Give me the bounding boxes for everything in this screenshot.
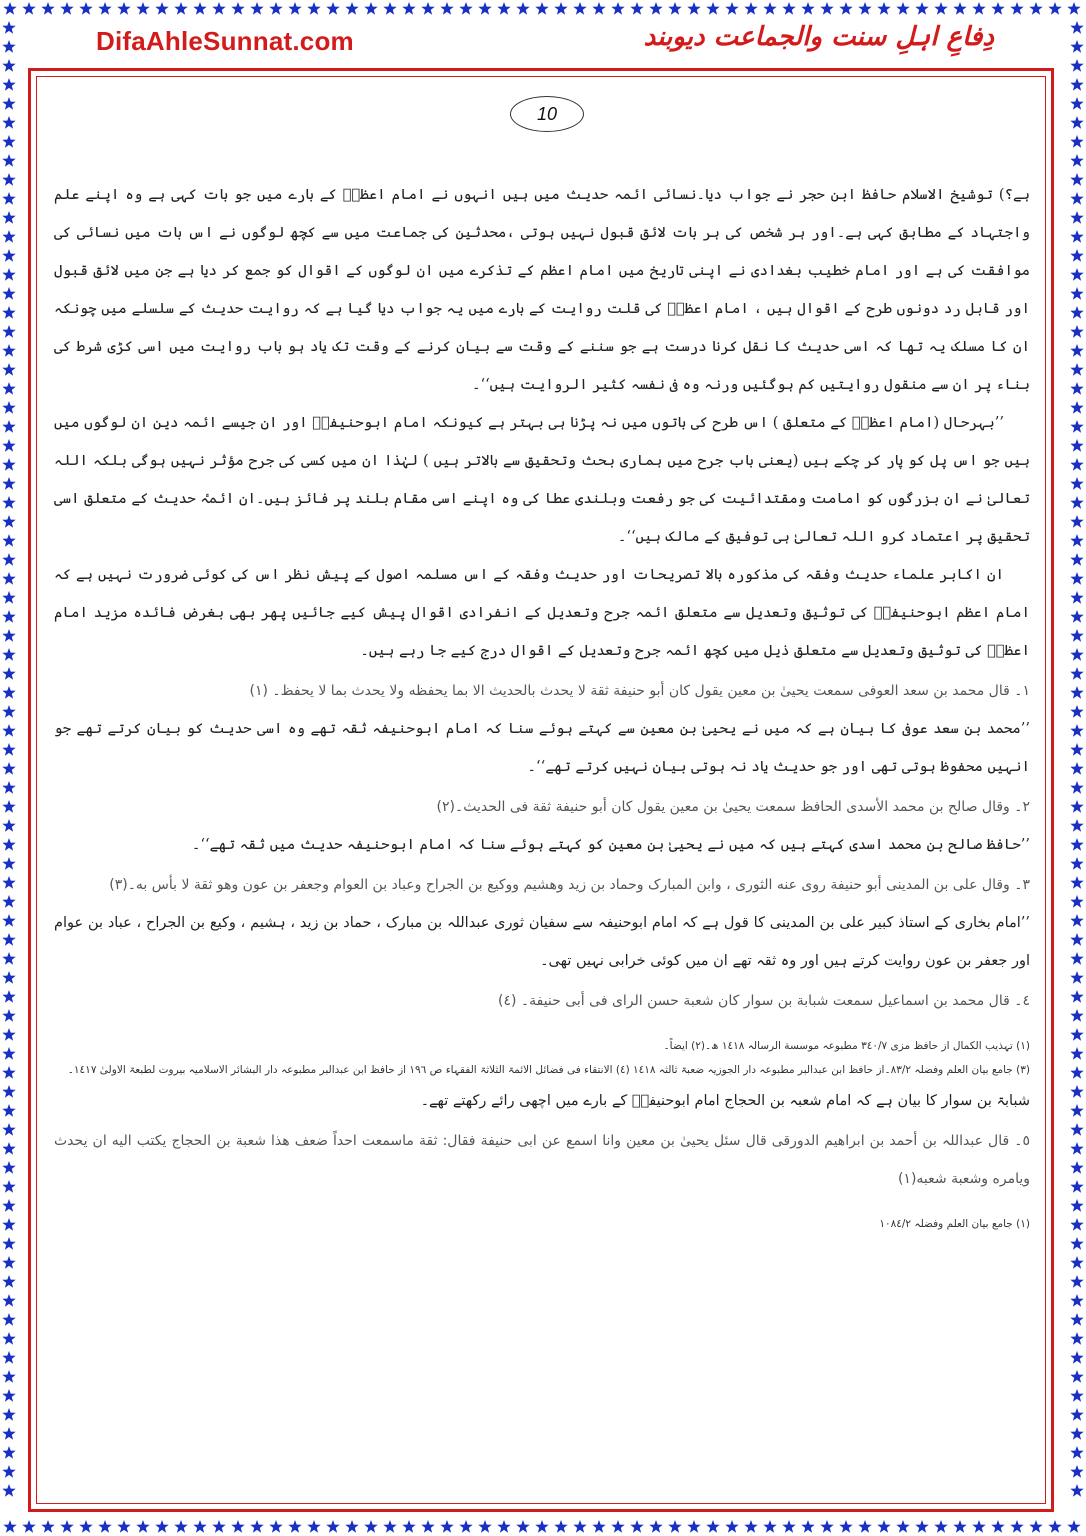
border-star-icon [953, 2, 966, 15]
border-star-icon [2, 781, 15, 794]
border-star-icon [915, 2, 928, 15]
border-star-icon [193, 2, 206, 15]
border-star-icon [2, 1047, 15, 1060]
border-star-icon [2, 534, 15, 547]
border-star-icon [2, 1218, 15, 1231]
border-star-icon [1070, 534, 1083, 547]
border-star-icon [307, 2, 320, 15]
border-star-icon [117, 1520, 130, 1533]
border-star-icon [478, 1520, 491, 1533]
border-star-icon [991, 1520, 1004, 1533]
border-star-icon [1070, 21, 1083, 34]
border-star-icon [1070, 59, 1083, 72]
border-star-icon [725, 2, 738, 15]
border-star-icon [1070, 363, 1083, 376]
border-star-icon [2, 1199, 15, 1212]
border-star-icon [497, 1520, 510, 1533]
border-star-icon [1070, 762, 1083, 775]
border-star-icon [1070, 1484, 1083, 1497]
quote-4-urdu: شبابۃ بن سوار کا بیان ہے کہ امام شعبہ بن الحجاج امام ابوحنیفہؒ کے بارے میں اچھی رائے رکھتے تھے۔ [420, 1093, 1030, 1109]
border-star-icon [1067, 1520, 1080, 1533]
border-star-icon [1070, 724, 1083, 737]
border-star-icon [1070, 97, 1083, 110]
border-star-icon [1070, 1199, 1083, 1212]
border-star-icon [2, 1123, 15, 1136]
border-star-icon [1070, 1275, 1083, 1288]
border-star-icon [1070, 1123, 1083, 1136]
border-star-icon [763, 1520, 776, 1533]
border-star-icon [1070, 1047, 1083, 1060]
border-star-icon [2, 800, 15, 813]
border-star-icon [934, 2, 947, 15]
border-star-icon [2, 1237, 15, 1250]
border-star-icon [2, 1408, 15, 1421]
border-star-icon [1070, 610, 1083, 623]
quote-3-urdu: ’’امام بخاری کے استاذ کبیر علی بن المدینی کا قول ہے کہ امام ابوحنیفہ سے سفیان ثوری عبداللہ بن مبارک ، حماد بن زید ، ہشیم ، وکیع بن الجراح ، عباد بن عوام اور جعفر بن عون روایت کرتے ہیں اور وہ ثقہ تھے ان میں کوئی خرابی نہیں تھی۔ [54, 915, 1030, 969]
border-star-icon [1070, 914, 1083, 927]
border-star-icon [41, 2, 54, 15]
footnote-1: (١) تہذیب الکمال از حافظ مزی ٣٤٠/٧ مطبوعہ موسسة الرسالہ ١٤١٨ ھ۔(٢) ایضاً۔ [663, 1040, 1030, 1052]
border-star-icon [972, 1520, 985, 1533]
border-star-icon [972, 2, 985, 15]
border-star-icon [934, 1520, 947, 1533]
border-star-icon [1010, 1520, 1023, 1533]
footnote-2: (٣) جامع بیان العلم وفضلہ ٨٣/٢۔از حافظ ابن عبدالبر مطبوعہ دار الجوزیہ ضعبۃ ثالثہ ١٤١٨ (٤) الانتقاء فی فضائل الائمۃ الثلاثۃ الفقہاء ص ١٩٦ از حافظ ابن عبدالبر مطبوعہ دار البشائر الاسلامیہ بیروت لطبعۃ الاولیٰ ١٤١٧۔ [67, 1064, 1030, 1076]
border-star-icon [1070, 629, 1083, 642]
border-star-icon [3, 2, 16, 15]
border-star-icon [288, 1520, 301, 1533]
border-star-icon [326, 2, 339, 15]
border-star-icon [478, 2, 491, 15]
border-star-icon [915, 1520, 928, 1533]
border-star-icon [649, 1520, 662, 1533]
border-star-icon [326, 1520, 339, 1533]
border-star-icon [820, 1520, 833, 1533]
border-star-icon [174, 1520, 187, 1533]
border-star-icon [2, 1484, 15, 1497]
border-star-icon [440, 1520, 453, 1533]
border-star-icon [117, 2, 130, 15]
border-star-icon [60, 1520, 73, 1533]
border-star-icon [611, 2, 624, 15]
border-star-icon [1070, 971, 1083, 984]
border-star-icon [2, 401, 15, 414]
border-star-icon [2, 1427, 15, 1440]
border-star-icon [2, 591, 15, 604]
border-star-icon [1070, 344, 1083, 357]
border-star-icon [231, 1520, 244, 1533]
border-star-icon [1070, 173, 1083, 186]
border-star-icon [1070, 1009, 1083, 1022]
border-star-icon [687, 2, 700, 15]
border-star-icon [1070, 211, 1083, 224]
border-star-icon [801, 2, 814, 15]
border-star-icon [2, 724, 15, 737]
border-star-icon [744, 1520, 757, 1533]
border-star-icon [991, 2, 1004, 15]
border-star-icon [2, 420, 15, 433]
border-star-icon [1070, 1465, 1083, 1478]
border-star-icon [1070, 1408, 1083, 1421]
border-star-icon [2, 1389, 15, 1402]
border-star-icon [782, 1520, 795, 1533]
quote-5-arabic: ٥۔ قال عبداللہ بن أحمد بن ابراهیم الدورقی قال سئل یحییٰ بن معین وانا اسمع عن ابی حنیفة فقال: ثقة ماسمعت احداً ضعف هذا شعبة بن الحجاج یکتب الیه ان یحدث ویامره وشعبة شعبه(١) [54, 1133, 1030, 1187]
quote-4-arabic: ٤۔ قال محمد بن اسماعیل سمعت شبابة بن سوار کان شعبة حسن الرای فی أبی حنیفة۔ (٤) [497, 993, 1030, 1009]
border-star-icon [383, 1520, 396, 1533]
border-star-icon [1070, 553, 1083, 566]
border-star-icon [668, 2, 681, 15]
border-star-icon [1070, 249, 1083, 262]
border-star-icon [896, 2, 909, 15]
border-star-icon [1070, 1104, 1083, 1117]
border-star-icon [250, 2, 263, 15]
border-star-icon [573, 1520, 586, 1533]
border-star-icon [1070, 1085, 1083, 1098]
border-star-icon [2, 971, 15, 984]
border-star-icon [2, 287, 15, 300]
border-star-icon [1070, 1294, 1083, 1307]
border-star-icon [1070, 1218, 1083, 1231]
border-star-icon [2, 933, 15, 946]
border-star-icon [2, 1161, 15, 1174]
border-star-icon [79, 1520, 92, 1533]
border-star-icon [1070, 648, 1083, 661]
border-star-icon [2, 1294, 15, 1307]
border-star-icon [440, 2, 453, 15]
border-star-icon [269, 1520, 282, 1533]
border-star-icon [2, 1332, 15, 1345]
border-star-icon [801, 1520, 814, 1533]
border-star-icon [1070, 306, 1083, 319]
border-star-icon [2, 40, 15, 53]
border-star-icon [2, 21, 15, 34]
border-star-icon [2, 1351, 15, 1364]
border-star-icon [421, 2, 434, 15]
border-star-icon [839, 1520, 852, 1533]
border-star-icon [1070, 895, 1083, 908]
border-star-icon [2, 705, 15, 718]
border-star-icon [1070, 1028, 1083, 1041]
border-star-icon [155, 2, 168, 15]
border-star-icon [2, 1180, 15, 1193]
border-star-icon [1070, 838, 1083, 851]
border-star-icon [2, 363, 15, 376]
page-content [54, 176, 1030, 1496]
border-star-icon [1070, 1351, 1083, 1364]
border-star-icon [782, 2, 795, 15]
border-star-icon [630, 1520, 643, 1533]
border-star-icon [2, 990, 15, 1003]
border-star-icon [1070, 686, 1083, 699]
border-star-icon [421, 1520, 434, 1533]
border-star-icon [2, 819, 15, 832]
site-title: دِفاعِ اہلِ سنت والجماعت دیوبند [643, 22, 994, 52]
border-star-icon [2, 211, 15, 224]
border-star-icon [2, 458, 15, 471]
border-star-icon [1070, 192, 1083, 205]
border-star-icon [174, 2, 187, 15]
border-star-icon [535, 1520, 548, 1533]
border-star-icon [2, 667, 15, 680]
border-star-icon [2, 610, 15, 623]
border-star-icon [554, 1520, 567, 1533]
border-star-icon [763, 2, 776, 15]
border-star-icon [1070, 382, 1083, 395]
border-star-icon [1070, 933, 1083, 946]
border-star-icon [2, 496, 15, 509]
border-star-icon [1070, 1256, 1083, 1269]
border-star-icon [1070, 819, 1083, 832]
border-star-icon [516, 1520, 529, 1533]
border-star-icon [402, 2, 415, 15]
border-star-icon [2, 154, 15, 167]
border-star-icon [2, 743, 15, 756]
border-star-icon [2, 135, 15, 148]
border-star-icon [2, 249, 15, 262]
border-star-icon [1067, 2, 1080, 15]
border-star-icon [1070, 230, 1083, 243]
border-star-icon [2, 173, 15, 186]
border-star-icon [1070, 1142, 1083, 1155]
border-star-icon [2, 515, 15, 528]
border-star-icon [668, 1520, 681, 1533]
border-star-icon [269, 2, 282, 15]
border-star-icon [2, 762, 15, 775]
border-star-icon [497, 2, 510, 15]
border-star-icon [1070, 1370, 1083, 1383]
border-star-icon [98, 1520, 111, 1533]
border-star-icon [1070, 496, 1083, 509]
paragraph-2: ’’بہرحال (امام اعظمؒ کے متعلق ) اس طرح کی باتوں میں نہ پڑنا ہی بہتر ہے کیونکہ امام ابوحنیفہؒ اور ان جیسے ائمہ دین ان لوگوں میں ہیں جو اس پل کو پار کر چکے ہیں (یعنی باب جرح میں ہماری بحث وتحقیق سے بالاتر ہیں ) لہٰذا ان میں کسی کی جرح مؤثر نہیں ہوگی بلکہ اللہ تعالیٰ نے ان بزرگوں کو امامت ومقتدائیت کی جو رفعت وبلندی عطا کی وہ اپنے اسی مقام بلند پر فائز ہیں۔ان ائمہٴ حدیث کے متعلق اسی تحقیق پر اعتماد کرو اللہ تعالیٰ ہی توفیق کے مالک ہیں‘‘۔ [54, 415, 1030, 545]
border-star-icon [1070, 458, 1083, 471]
border-star-icon [288, 2, 301, 15]
border-star-icon [877, 2, 890, 15]
border-star-icon [2, 1313, 15, 1326]
border-star-icon [2, 1104, 15, 1117]
border-star-icon [1070, 781, 1083, 794]
border-star-icon [1029, 1520, 1042, 1533]
border-star-icon [364, 1520, 377, 1533]
border-star-icon [744, 2, 757, 15]
border-star-icon [307, 1520, 320, 1533]
quote-1-urdu: ’’محمد بن سعد عوفی کا بیان ہے کہ میں نے یحییٰ بن معین سے کہتے ہوئے سنا کہ امام ابوحنیفہ ثقہ تھے وہ اسی حدیث کو بیان کرتے تھے جو انہیں محفوظ ہوتی تھی اور جو حدیث یاد نہ ہوتی بیان نہیں کرتے تھے‘‘۔ [54, 721, 1030, 775]
border-star-icon [1070, 743, 1083, 756]
border-star-icon [1070, 876, 1083, 889]
quote-3-arabic: ٣۔ وقال علی بن المدینی أبو حنیفة روی عنه الثوری ، وابن المبارک وحماد بن زید وهشیم ووکیع بن الجراح وعباد بن العوام وجعفر بن عون وهو ثقة لا بأس به۔(٣) [109, 877, 1030, 893]
border-star-icon [1070, 591, 1083, 604]
border-star-icon [649, 2, 662, 15]
border-star-icon [1070, 1332, 1083, 1345]
border-star-icon [1070, 1161, 1083, 1174]
border-star-icon [345, 1520, 358, 1533]
border-star-icon [2, 1370, 15, 1383]
border-star-icon [2, 686, 15, 699]
border-star-icon [1070, 401, 1083, 414]
border-star-icon [592, 2, 605, 15]
border-star-icon [1070, 420, 1083, 433]
border-star-icon [2, 648, 15, 661]
border-star-icon [2, 1028, 15, 1041]
border-star-icon [2, 230, 15, 243]
border-star-icon [2, 306, 15, 319]
border-star-icon [1070, 1180, 1083, 1193]
border-star-icon [1070, 439, 1083, 452]
border-star-icon [1070, 667, 1083, 680]
border-star-icon [706, 1520, 719, 1533]
border-star-icon [364, 2, 377, 15]
border-star-icon [1070, 1427, 1083, 1440]
border-star-icon [41, 1520, 54, 1533]
border-star-icon [2, 553, 15, 566]
border-star-icon [1070, 1313, 1083, 1326]
border-star-icon [2, 876, 15, 889]
border-star-icon [459, 2, 472, 15]
border-star-icon [2, 477, 15, 490]
border-star-icon [573, 2, 586, 15]
border-star-icon [212, 2, 225, 15]
border-star-icon [1070, 572, 1083, 585]
border-star-icon [687, 1520, 700, 1533]
border-star-icon [1048, 2, 1061, 15]
border-star-icon [2, 97, 15, 110]
border-star-icon [535, 2, 548, 15]
border-star-icon [706, 2, 719, 15]
border-star-icon [1029, 2, 1042, 15]
border-star-icon [2, 116, 15, 129]
border-star-icon [2, 629, 15, 642]
border-star-icon [611, 1520, 624, 1533]
border-star-icon [1070, 287, 1083, 300]
border-star-icon [896, 1520, 909, 1533]
border-star-icon [858, 2, 871, 15]
border-star-icon [136, 2, 149, 15]
border-star-icon [2, 78, 15, 91]
border-star-icon [1070, 990, 1083, 1003]
border-star-icon [459, 1520, 472, 1533]
border-star-icon [1070, 325, 1083, 338]
border-star-icon [3, 1520, 16, 1533]
border-star-icon [22, 2, 35, 15]
border-star-icon [839, 2, 852, 15]
border-star-icon [2, 952, 15, 965]
border-star-icon [98, 2, 111, 15]
border-star-icon [231, 2, 244, 15]
border-star-icon [1070, 135, 1083, 148]
border-star-icon [953, 1520, 966, 1533]
border-star-icon [630, 2, 643, 15]
border-star-icon [1070, 78, 1083, 91]
border-star-icon [2, 1066, 15, 1079]
border-star-icon [725, 1520, 738, 1533]
border-star-icon [858, 1520, 871, 1533]
border-star-icon [22, 1520, 35, 1533]
border-star-icon [1070, 477, 1083, 490]
border-star-icon [212, 1520, 225, 1533]
border-star-icon [2, 838, 15, 851]
border-star-icon [2, 59, 15, 72]
border-star-icon [136, 1520, 149, 1533]
border-star-icon [2, 1256, 15, 1269]
paragraph-1: ہے؟) توشیخ الاسلام حافظ ابن حجر نے جواب دیا۔نسائی ائمہ حدیث میں ہیں انہوں نے امام اعظمؒ کے بارے میں جو بات کہی ہے وہ اپنے علم واجتہاد کے مطابق کہی ہے۔اور ہر شخص کی ہر بات لائق قبول نہیں ہوتی ،محدثین کی جماعت میں سے کچھ لوگوں نے اس بات میں نسائی کی موافقت کی ہے اور امام خطیب بغدادی نے اپنی تاریخ میں امام اعظم کے تذکرے میں ان لوگوں کے اقوال کو جمع کر دیا ہے جن میں لائق قبول اور قابل رد دونوں طرح کے اقوال ہیں ، امام اعظمؒ کی قلت روایت کے بارے میں یہ جواب دیا گیا ہے کہ روایت حدیث کے سلسلے میں چونکہ ان کا مسلک یہ تھا کہ اسی حدیث کا نقل کرنا درست ہے جو سننے کے وقت سے بیان کرنے کے وقت تک یاد ہو باب روایت میں اسی کڑی شرط کی بناء پر ان سے منقول روایتیں کم ہوگئیں ورنہ وہ فی نفسہ کثیر الروایت ہیں‘‘۔ [54, 187, 1030, 393]
border-star-icon [2, 344, 15, 357]
border-star-icon [193, 1520, 206, 1533]
border-star-icon [2, 1275, 15, 1288]
border-star-icon [1070, 1389, 1083, 1402]
border-star-icon [155, 1520, 168, 1533]
border-star-icon [877, 1520, 890, 1533]
border-star-icon [250, 1520, 263, 1533]
border-star-icon [2, 192, 15, 205]
quote-1-arabic: ١۔ قال محمد بن سعد العوفی سمعت یحییٰ بن معین یقول کان أبو حنیفة ثقة لا یحدث بالحدیث الا بما یحفظه ولا یحدث بما لا یحفظ۔ (١) [249, 683, 1030, 699]
border-star-icon [2, 268, 15, 281]
quote-2-urdu: ’’حافظ صالح بن محمد اسدی کہتے ہیں کہ میں نے یحییٰ بن معین کو کہتے ہوئے سنا کہ امام ابوحنیفہ حدیث میں ثقہ تھے‘‘۔ [191, 837, 1030, 853]
border-star-icon [2, 572, 15, 585]
border-star-icon [1070, 952, 1083, 965]
border-star-icon [2, 1446, 15, 1459]
border-star-icon [60, 2, 73, 15]
border-star-icon [79, 2, 92, 15]
border-star-icon [1070, 1237, 1083, 1250]
border-star-icon [383, 2, 396, 15]
border-star-icon [2, 857, 15, 870]
border-star-icon [402, 1520, 415, 1533]
border-star-icon [2, 1142, 15, 1155]
border-star-icon [1070, 40, 1083, 53]
paragraph-3: ان اکابر علماء حدیث وفقہ کی مذکورہ بالا تصریحات اور حدیث وفقہ کے اس مسلمہ اصول کے پیش نظر اس کی کوئی ضرورت نہیں ہے کہ امام اعظم ابوحنیفہؒ کی توثیق وتعدیل سے متعلق ائمہ جرح وتعدیل کے انفرادی اقوال پیش کیے جائیں پھر بھی بغرض فائدہ مزید امام اعظمؒ کی توثیق وتعدیل سے متعلق ذیل میں کچھ ائمہ جرح وتعدیل کے اقوال درج کیے جا رہے ہیں۔ [54, 567, 1030, 659]
border-star-icon [1070, 1446, 1083, 1459]
border-star-icon [2, 1465, 15, 1478]
border-star-icon [2, 325, 15, 338]
border-star-icon [1070, 705, 1083, 718]
site-url[interactable]: DifaAhleSunnat.com [96, 26, 354, 56]
border-star-icon [516, 2, 529, 15]
border-star-icon [2, 439, 15, 452]
border-star-icon [1070, 154, 1083, 167]
border-star-icon [345, 2, 358, 15]
page-number: 10 [510, 96, 584, 132]
border-star-icon [2, 1085, 15, 1098]
border-star-icon [820, 2, 833, 15]
quote-2-arabic: ٢۔ وقال صالح بن محمد الأسدی الحافظ سمعت یحییٰ بن معین یقول کان أبو حنیفة ثقة فی الحدیث۔(٢) [436, 799, 1030, 815]
border-star-icon [554, 2, 567, 15]
border-star-icon [2, 1009, 15, 1022]
border-star-icon [1070, 515, 1083, 528]
border-star-icon [1070, 116, 1083, 129]
border-star-icon [1070, 268, 1083, 281]
border-star-icon [1070, 857, 1083, 870]
border-star-icon [2, 895, 15, 908]
border-star-icon [2, 382, 15, 395]
border-star-icon [1070, 1066, 1083, 1079]
border-star-icon [2, 914, 15, 927]
footnote-3: (١) جامع بیان العلم وفضلہ ١٠٨٤/٢ [879, 1218, 1030, 1230]
border-star-icon [1048, 1520, 1061, 1533]
border-star-icon [1010, 2, 1023, 15]
border-star-icon [592, 1520, 605, 1533]
border-star-icon [1070, 800, 1083, 813]
